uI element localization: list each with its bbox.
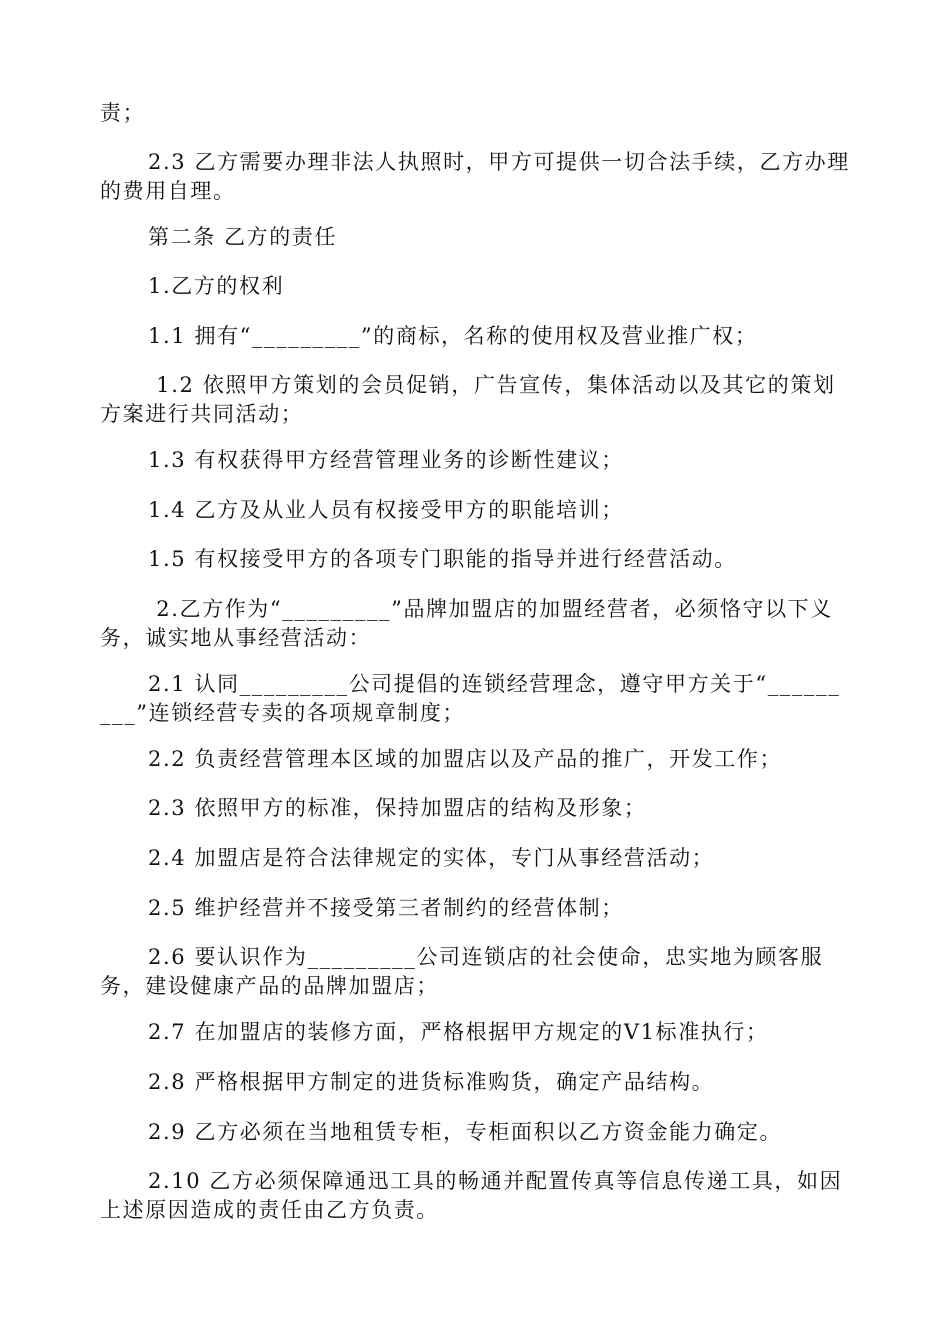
paragraph [100,371,852,429]
paragraph [100,545,852,574]
paragraph [100,272,852,301]
paragraph-text: 2.10 乙方必须保障通迅工具的畅通并配置传真等信息传递工具，如因上述原因造成的责任由乙方负责。 [100,1169,843,1222]
paragraph-text: 2.9 乙方必须在当地租赁专柜，专柜面积以乙方资金能力确定。 [148,1120,783,1144]
paragraph [100,1167,852,1225]
paragraph-text: 2.5 维护经营并不接受第三者制约的经营体制； [148,896,624,920]
paragraph-text: 2.7 在加盟店的装修方面，严格根据甲方规定的V1标准执行； [148,1020,769,1044]
paragraph [100,943,852,1001]
paragraph-text: 2.乙方作为“_________”品牌加盟店的加盟经营者，必须恪守以下义务，诚实地从事经营活动： [100,597,833,650]
paragraph [100,794,852,823]
paragraph-text: 1.2 依照甲方策划的会员促销，广告宣传，集体活动以及其它的策划方案进行共同活动； [100,373,836,426]
paragraph-text: 1.5 有权接受甲方的各项专门职能的指导并进行经营活动。 [148,547,737,571]
paragraph [100,99,852,128]
paragraph [100,148,852,206]
paragraph [100,1018,852,1047]
paragraph-text: 2.3 乙方需要办理非法人执照时，甲方可提供一切合法手续，乙方办理的费用自理。 [100,150,850,203]
paragraph [100,670,852,728]
paragraph [100,223,852,252]
paragraph-text: 2.8 严格根据甲方制定的进货标准购货，确定产品结构。 [148,1070,715,1094]
paragraph-text: 2.3 依照甲方的标准，保持加盟店的结构及形象； [148,796,647,820]
paragraph-text: 1.3 有权获得甲方经营管理业务的诊断性建议； [148,448,624,472]
paragraph [100,322,852,351]
paragraph-text: 责； [100,101,146,125]
paragraph [100,496,852,525]
paragraph-text: 第二条 乙方的责任 [148,225,338,249]
paragraph [100,446,852,475]
paragraph-text: 2.1 认同_________公司提倡的连锁经营理念，遵守甲方关于“_________”连锁经营专卖的各项规章制度； [100,672,841,725]
paragraph [100,1068,852,1097]
paragraph-text: 1.4 乙方及从业人员有权接受甲方的职能培训； [148,498,624,522]
paragraph [100,1118,852,1147]
paragraph [100,595,852,653]
paragraph-text: 2.6 要认识作为_________公司连锁店的社会使命，忠实地为顾客服务，建设健康产品的品牌加盟店； [100,945,824,998]
paragraph-text: 2.4 加盟店是符合法律规定的实体，专门从事经营活动； [148,846,715,870]
paragraph [100,745,852,774]
paragraph-text: 1.1 拥有“_________”的商标，名称的使用权及营业推广权； [148,324,758,348]
paragraph-text: 1.乙方的权利 [148,274,285,298]
paragraph [100,844,852,873]
paragraph [100,894,852,923]
paragraph-text: 2.2 负责经营管理本区域的加盟店以及产品的推广，开发工作； [148,747,783,771]
